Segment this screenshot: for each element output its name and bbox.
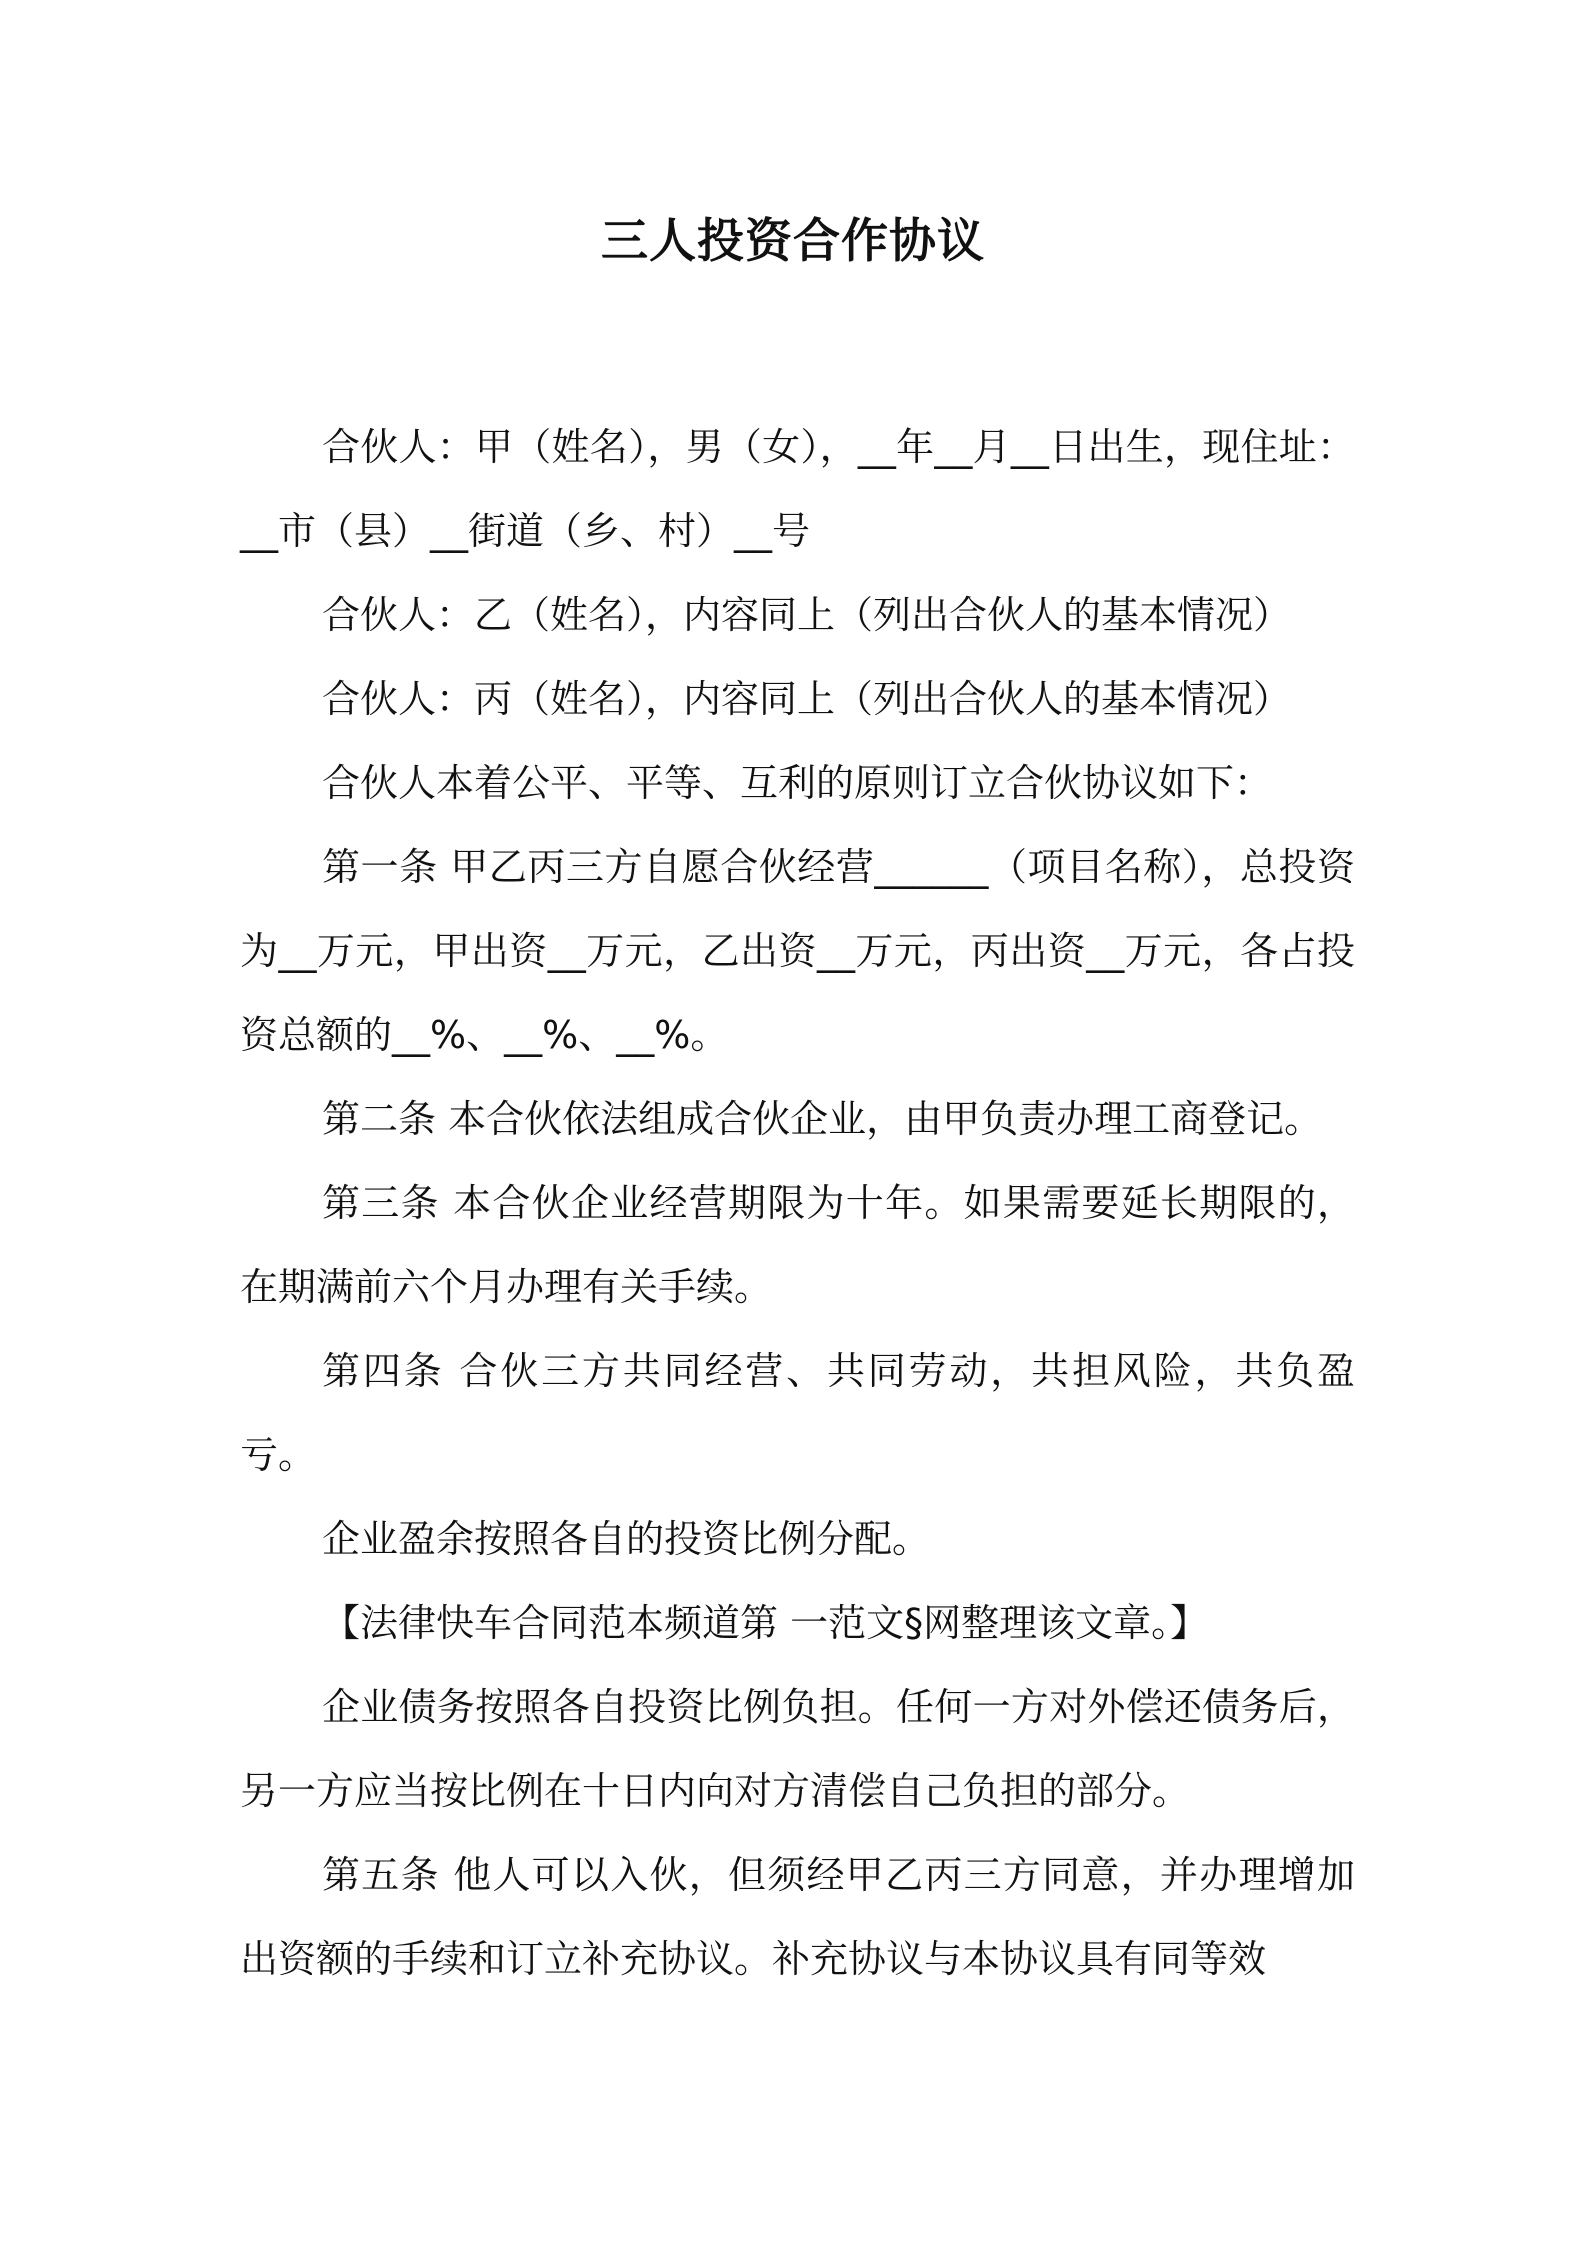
debt-paragraph: 企业债务按照各自投资比例负担。任何一方对外偿还债务后，另一方应当按比例在十日内向对方清偿自己负担的部分。	[240, 1685, 1355, 1813]
source-note-paragraph: 【法律快车合同范本频道第 一范文§网整理该文章。】	[322, 1601, 1209, 1645]
document-title: 三人投资合作协议	[601, 214, 985, 269]
document-body	[240, 405, 1355, 2001]
preamble-paragraph: 合伙人本着公平、平等、互利的原则订立合伙协议如下：	[322, 761, 1273, 805]
article-1-paragraph: 第一条 甲乙丙三方自愿合伙经营______（项目名称），总投资为__万元，甲出资__万元，乙出资__万元，丙出资__万元，各占投资总额的__%、__%、__%。	[240, 845, 1355, 1057]
article-3-paragraph: 第三条 本合伙企业经营期限为十年。如果需要延长期限的，在期满前六个月办理有关手续。	[240, 1181, 1355, 1309]
partner-a-paragraph: 合伙人：甲（姓名），男（女），__年__月__日出生，现住址：__市（县）__街道（乡、村）__号	[240, 425, 1355, 553]
profit-distribution-paragraph: 企业盈余按照各自的投资比例分配。	[322, 1517, 931, 1561]
article-4-paragraph: 第四条 合伙三方共同经营、共同劳动，共担风险，共负盈亏。	[240, 1349, 1355, 1477]
article-2-paragraph: 第二条 本合伙依法组成合伙企业，由甲负责办理工商登记。	[322, 1097, 1323, 1141]
partner-b-paragraph: 合伙人：乙（姓名），内容同上（列出合伙人的基本情况）	[322, 593, 1292, 637]
article-5-paragraph: 第五条 他人可以入伙，但须经甲乙丙三方同意，并办理增加出资额的手续和订立补充协议。补充协议与本协议具有同等效	[240, 1853, 1355, 1981]
partner-c-paragraph: 合伙人：丙（姓名），内容同上（列出合伙人的基本情况）	[322, 677, 1292, 721]
